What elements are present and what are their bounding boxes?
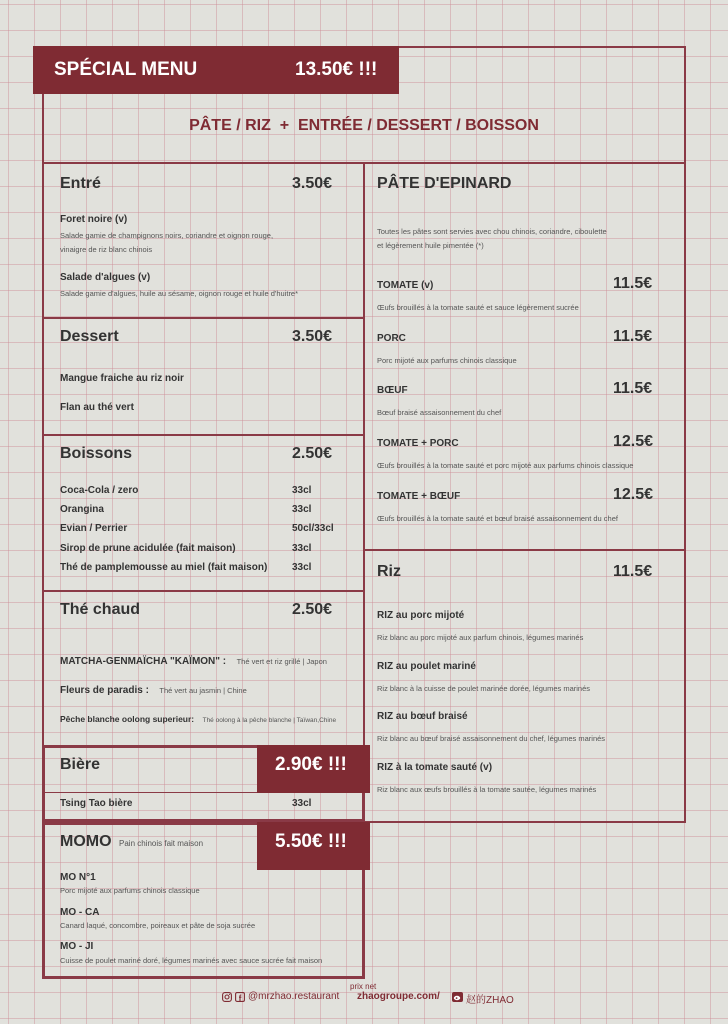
riz-item-desc: Riz blanc au bœuf braisé assaisonnement du chef, légumes marinés <box>377 734 606 743</box>
pate-item-price: 11.5€ <box>613 275 653 292</box>
pate-item-name: TOMATE (v) <box>377 280 434 291</box>
facebook-icon[interactable] <box>235 992 245 1002</box>
momo-price: 5.50€ !!! <box>275 831 347 852</box>
pate-item-name: TOMATE + BŒUF <box>377 491 461 502</box>
dessert-item: Mangue fraiche au riz noir <box>60 373 184 384</box>
pate-intro: Toutes les pâtes sont servies avec chou chinois, coriandre, ciboulette <box>377 227 607 236</box>
the-item-desc: Thé vert et riz grillé | Japon <box>236 657 327 666</box>
boisson-size: 50cl/33cl <box>292 523 334 534</box>
riz-title: Riz <box>377 563 401 580</box>
pate-item-price: 12.5€ <box>613 486 654 503</box>
pate-intro: et légèrement huile pimentée (*) <box>377 241 484 250</box>
pate-item-desc: Porc mijoté aux parfums chinois classique <box>377 356 517 365</box>
entree-title: Entré <box>60 175 101 192</box>
weibo-icon[interactable] <box>452 992 463 1002</box>
pate-item-desc: Œufs brouillés à la tomate sauté et porc mijoté aux parfums chinois classique <box>377 461 634 470</box>
momo-item-name: MO N°1 <box>60 872 96 883</box>
pate-item-price: 11.5€ <box>613 380 653 397</box>
boisson-name: Evian / Perrier <box>60 523 128 534</box>
the-item-desc: Thé vert au jasmin | Chine <box>159 686 247 695</box>
boisson-size: 33cl <box>292 543 312 554</box>
pate-item-name: BŒUF <box>377 385 408 396</box>
the-item-name: MATCHA-GENMAÏCHA "KAÏMON" : <box>60 656 227 667</box>
the-item <box>60 680 247 698</box>
momo-subtitle: Pain chinois fait maison <box>119 839 204 848</box>
boisson-name: Sirop de prune acidulée (fait maison) <box>60 543 236 554</box>
momo-price-badge <box>257 822 370 870</box>
biere-title: Bière <box>60 756 101 773</box>
pate-item-desc: Bœuf braisé assaisonnement du chef <box>377 408 502 417</box>
weibo-handle[interactable]: 赵的ZHAO <box>466 995 514 1006</box>
momo-item-desc: Porc mijoté aux parfums chinois classique <box>60 886 200 895</box>
the-chaud-price: 2.50€ <box>292 601 333 618</box>
special-menu-title: SPÉCIAL MENU <box>54 59 198 80</box>
dessert-price: 3.50€ <box>292 328 333 345</box>
momo-title: MOMO <box>60 833 112 850</box>
footer-separator: / <box>437 991 440 1002</box>
boisson-name: Thé de pamplemousse au miel (fait maison) <box>60 562 268 573</box>
website-link[interactable]: zhaogroupe.com <box>357 991 438 1002</box>
biere-price-badge <box>257 745 370 793</box>
riz-item-name: RIZ à la tomate sauté (v) <box>377 762 493 773</box>
riz-price: 11.5€ <box>613 563 653 580</box>
riz-item-name: RIZ au porc mijoté <box>377 610 465 621</box>
entree-item-name: Salade d'algues (v) <box>60 272 151 283</box>
boisson-size: 33cl <box>292 504 312 515</box>
boissons-title: Boissons <box>60 445 133 462</box>
the-item-desc: Thé oolong à la pêche blanche | Taïwan,Chine <box>202 717 337 724</box>
momo-item-name: MO - JI <box>60 941 94 952</box>
dessert-title: Dessert <box>60 328 119 345</box>
instagram-icon[interactable] <box>222 992 232 1002</box>
pate-item-price: 11.5€ <box>613 328 653 345</box>
momo-item-name: MO - CA <box>60 907 100 918</box>
dessert-item: Flan au thé vert <box>60 402 134 413</box>
riz-item-name: RIZ au poulet mariné <box>377 661 476 672</box>
biere-price: 2.90€ !!! <box>275 754 347 775</box>
biere-item-size: 33cl <box>292 798 312 809</box>
boisson-name: Coca-Cola / zero <box>60 485 139 496</box>
entree-item-desc: vinaigre de riz blanc chinois <box>60 245 153 254</box>
entree-price: 3.50€ <box>292 175 333 192</box>
momo-item-desc: Cuisse de poulet mariné doré, légumes marinés avec sauce sucrée fait maison <box>60 956 323 965</box>
pate-item-desc: Œufs brouillés à la tomate sauté et sauce légèrement sucrée <box>377 303 579 312</box>
instagram-handle[interactable]: @mrzhao.restaurant <box>248 991 340 1002</box>
pate-item-price: 12.5€ <box>613 433 654 450</box>
biere-item-name: Tsing Tao bière <box>60 798 133 809</box>
special-menu-banner <box>33 46 399 94</box>
prix-net-label: prix net <box>350 982 377 991</box>
riz-item-desc: Riz blanc au porc mijoté aux parfum chinois, légumes marinés <box>377 633 584 642</box>
boisson-size: 33cl <box>292 562 312 573</box>
riz-item-desc: Riz blanc aux œufs brouillés à la tomate sautée, légumes marinés <box>377 785 597 794</box>
special-menu-price: 13.50€ !!! <box>295 59 378 80</box>
pate-item-desc: Œufs brouillés à la tomate sauté et bœuf braisé assaisonnement du chef <box>377 514 618 523</box>
the-item <box>60 709 336 727</box>
pate-item-name: PORC <box>377 333 406 344</box>
momo-item-desc: Canard laqué, concombre, poireaux et pâte de soja sucrée <box>60 921 256 930</box>
formula-line: PÂTE / RIZ + ENTRÉE / DESSERT / BOISSON <box>189 117 539 134</box>
riz-item-name: RIZ au bœuf braisé <box>377 711 468 722</box>
pate-item-name: TOMATE + PORC <box>377 438 459 449</box>
boisson-size: 33cl <box>292 485 312 496</box>
the-chaud-title: Thé chaud <box>60 601 141 618</box>
momo-heading <box>60 833 203 851</box>
riz-item-desc: Riz blanc à la cuisse de poulet marinée dorée, légumes marinés <box>377 684 591 693</box>
pate-title: PÂTE D'EPINARD <box>377 175 512 192</box>
the-item <box>60 651 327 669</box>
boisson-name: Orangina <box>60 504 104 515</box>
boissons-price: 2.50€ <box>292 445 333 462</box>
entree-item-name: Foret noire (v) <box>60 214 128 225</box>
entree-item-desc: Salade gamie d'algues, huile au sésame, oignon rouge et huile d'huitre* <box>60 289 299 298</box>
entree-item-desc: Salade gamie de champignons noirs, coriandre et oignon rouge, <box>60 231 274 240</box>
the-item-name: Fleurs de paradis : <box>60 685 149 696</box>
the-item-name: Pêche blanche oolong superieur: <box>60 714 195 724</box>
